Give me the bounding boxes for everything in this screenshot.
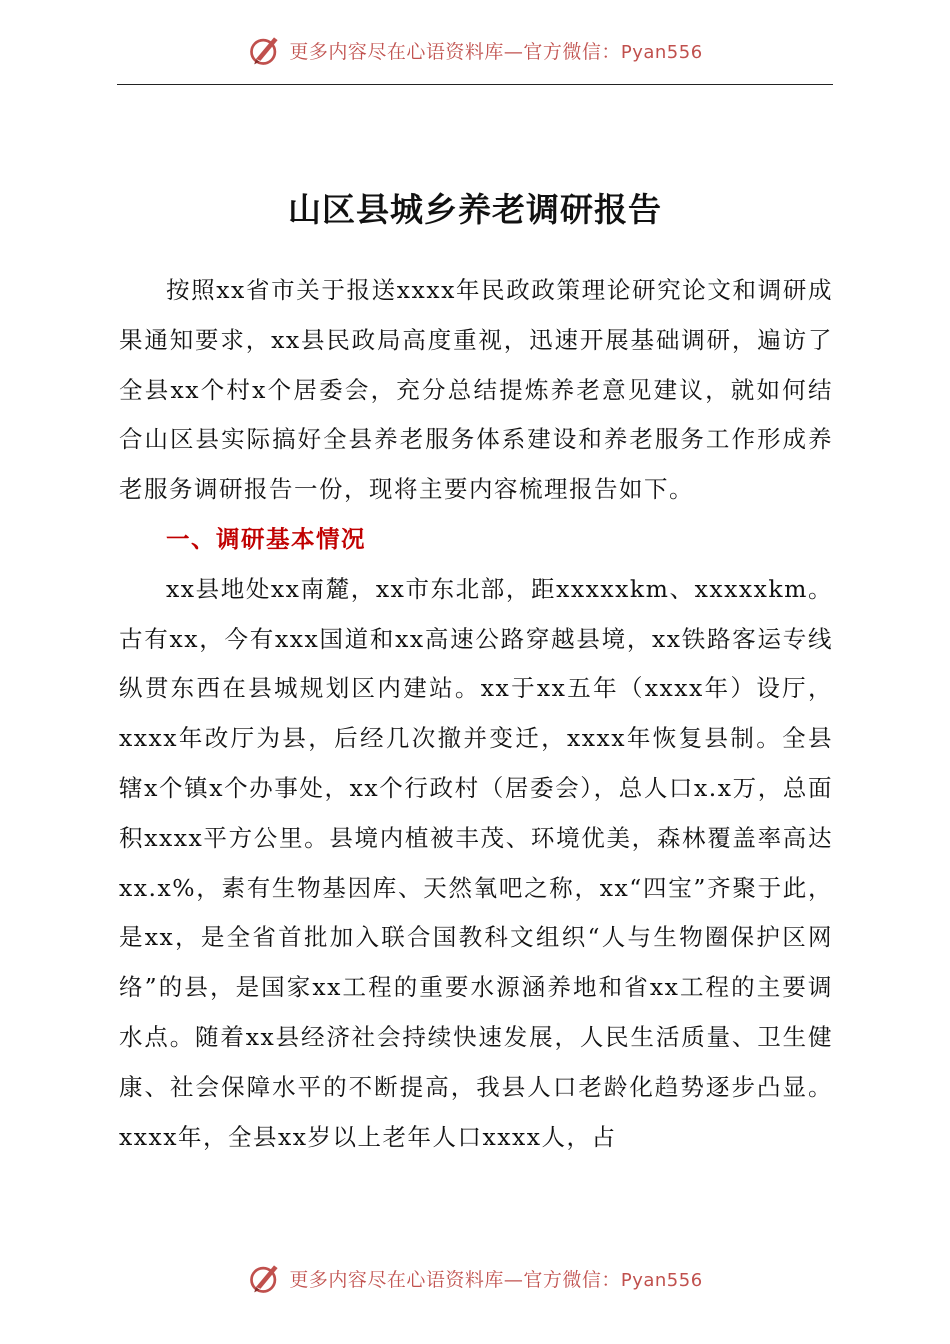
header-banner xyxy=(0,30,950,70)
banner-slogan: 更多内容尽在心语资料库—官方微信： xyxy=(289,1268,621,1291)
banner-wechat-id: Pyan556 xyxy=(620,41,703,63)
header-rule xyxy=(117,84,833,85)
banner-text xyxy=(289,1265,702,1292)
footer-banner xyxy=(0,1258,950,1298)
pen-logo-icon xyxy=(247,1260,283,1296)
pen-logo-icon xyxy=(247,32,283,68)
body-paragraph: xx县地处xx南麓，xx市东北部，距xxxxxkm、xxxxxkm。古有xx，今有xxx国道和xx高速公路穿越县境，xx铁路客运专线纵贯东西在县城规划区内建站。xx于xx五年（xxxx年）设厅，xxxx年改厅为县，后经几次撤并变迁，xxxx年恢复县制。全县辖x个镇x个办事处，xx个行政村（居委会），总人口x.x万，总面积xxxx平方公里。县境内植被丰茂、环境优美，森林覆盖率高达xx.x%，素有生物基因库、天然氧吧之称，xx“四宝”齐聚于此，是xx，是全省首批加入联合国教科文组织“人与生物圈保护区网络”的县，是国家xx工程的重要水源涵养地和省xx工程的主要调水点。随着xx县经济社会持续快速发展，人民生活质量、卫生健康、社会保障水平的不断提高，我县人口老龄化趋势逐步凸显。xxxx年，全县xx岁以上老年人口xxxx人，占 xyxy=(119,574,833,1151)
banner-text xyxy=(289,37,702,64)
banner-wechat-id: Pyan556 xyxy=(620,1269,703,1291)
banner-slogan: 更多内容尽在心语资料库—官方微信： xyxy=(289,40,621,63)
section-heading: 一、调研基本情况 xyxy=(166,524,366,553)
intro-paragraph: 按照xx省市关于报送xxxx年民政政策理论研究论文和调研成果通知要求，xx县民政局高度重视，迅速开展基础调研，遍访了全县xx个村x个居委会，充分总结提炼养老意见建议，就如何结合山区县实际搞好全县养老服务体系建设和养老服务工作形成养老服务调研报告一份，现将主要内容梳理报告如下。 xyxy=(119,276,833,504)
page-title: 山区县城乡养老调研报告 xyxy=(288,190,662,229)
document-body xyxy=(119,266,833,1162)
